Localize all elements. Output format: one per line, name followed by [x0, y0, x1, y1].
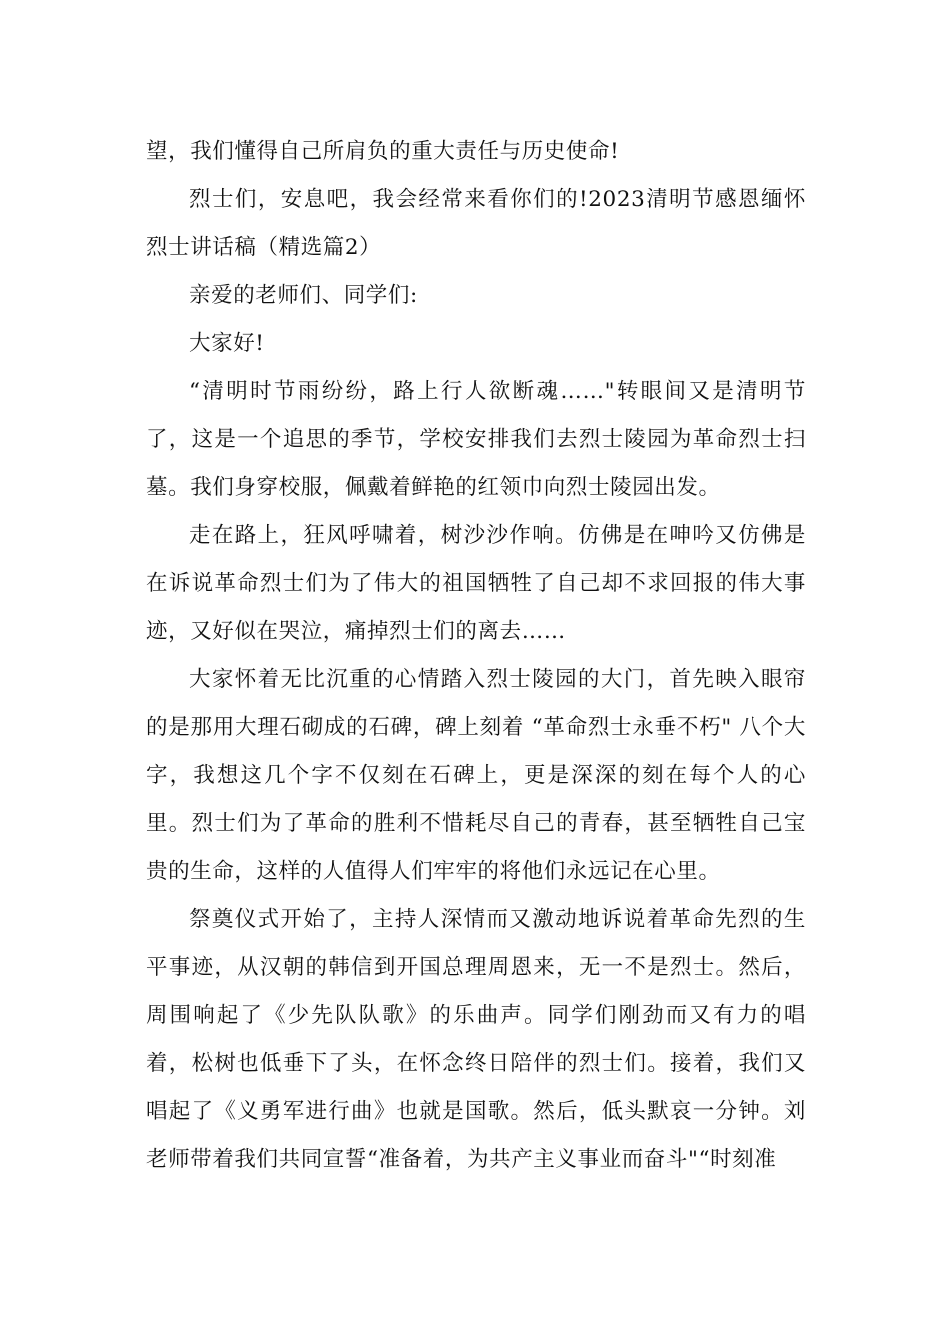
paragraph-monument: 大家怀着无比沉重的心情踏入烈士陵园的大门，首先映入眼帘的是那用大理石砌成的石碑，碑上刻着 “革命烈士永垂不朽" 八个大字，我想这几个字不仅刻在石碑上，更是深深的刻在每个人的心里。烈士们为了革命的胜利不惜耗尽自己的青春，甚至牺牲自己宝贵的生命，这样的人值得人们牢牢的将他们永远记在心里。	[146, 667, 806, 884]
paragraph-continuation: 望，我们懂得自己所肩负的重大责任与历史使命!	[146, 139, 620, 164]
paragraph-greeting: 大家好!	[189, 331, 265, 356]
paragraph-on-the-road: 走在路上，狂风呼啸着，树沙沙作响。仿佛是在呻吟又仿佛是在诉说革命烈士们为了伟大的祖国牺牲了自己却不求回报的伟大事迹，又好似在哭泣，痛掉烈士们的离去……	[146, 523, 806, 644]
paragraph-salutation: 亲爱的老师们、同学们:	[189, 283, 418, 308]
paragraph-ceremony: 祭奠仪式开始了，主持人深情而又激动地诉说着革命先烈的生平事迹，从汉朝的韩信到开国总理周恩来，无一不是烈士。然后，周围响起了《少先队队歌》的乐曲声。同学们刚劲而又有力的唱着，松树也低垂下了头，在怀念终日陪伴的烈士们。接着，我们又唱起了《义勇军进行曲》也就是国歌。然后，低头默哀一分钟。刘老师带着我们共同宣誓“准备着，为共产主义事业而奋斗"“时刻准	[146, 907, 806, 1172]
paragraph-qingming-intro: “清明时节雨纷纷，路上行人欲断魂……"转眼间又是清明节了，这是一个追思的季节，学校安排我们去烈士陵园为革命烈士扫墓。我们身穿校服，佩戴着鲜艳的红领巾向烈士陵园出发。	[146, 379, 806, 500]
paragraph-farewell-and-title: 烈士们，安息吧，我会经常来看你们的!2023清明节感恩缅怀烈士讲话稿（精选篇2）	[146, 187, 806, 260]
document-body	[146, 128, 806, 1184]
